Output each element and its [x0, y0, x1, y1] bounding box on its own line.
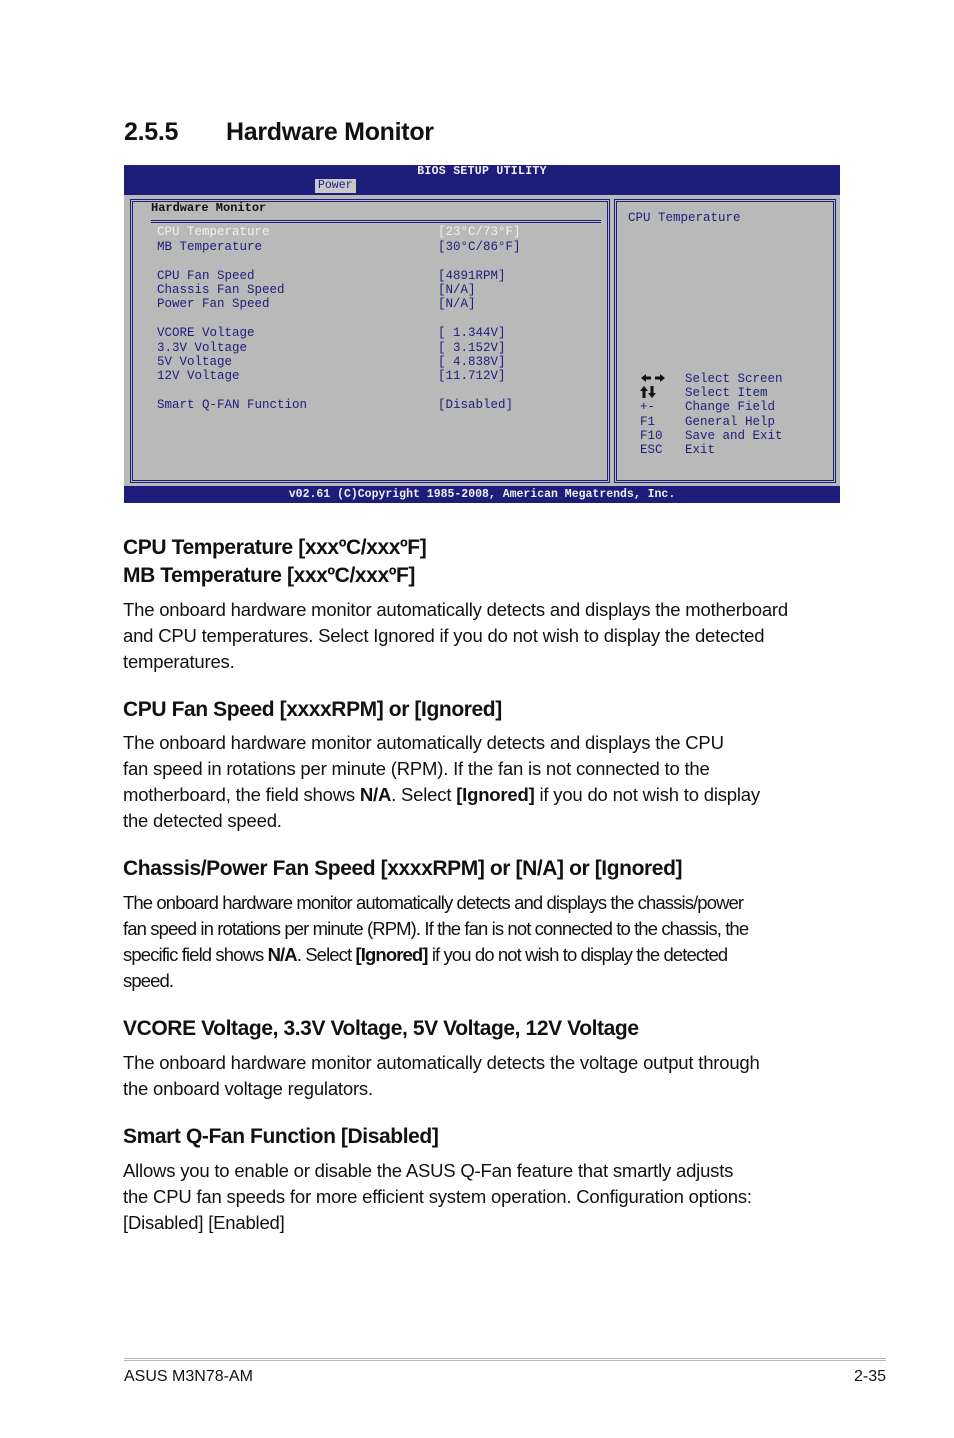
bios-header: [124, 165, 840, 195]
heading-mb-temperature: MB Temperature [xxxºC/xxxºF]: [123, 564, 416, 587]
paragraph-line: fan speed in rotations per minute (RPM). If the fan is not connected to the: [123, 758, 710, 779]
text-run: motherboard, the field shows: [123, 784, 360, 805]
paragraph-line: the detected speed.: [123, 810, 282, 831]
section-number: 2.5.5: [124, 118, 179, 146]
left-right-arrow-icon: [640, 372, 666, 384]
paragraph-line: the CPU fan speeds for more efficient system operation. Configuration options:: [123, 1186, 752, 1207]
paragraph-smart-qfan: [123, 1158, 752, 1236]
heading-chassis-power-fan: Chassis/Power Fan Speed [xxxxRPM] or [N/A] or [Ignored]: [123, 857, 683, 880]
key-desc-select-screen: Select Screen: [685, 372, 783, 386]
bold-text: N/A: [359, 784, 392, 805]
bios-value-12v-voltage: [11.712V]: [438, 369, 506, 383]
bios-screenshot: [124, 165, 840, 503]
paragraph-line: and CPU temperatures. Select Ignored if you do not wish to display the detected: [123, 625, 765, 646]
bios-item-3v3-voltage[interactable]: 3.3V Voltage: [157, 341, 248, 355]
bios-value-mb-temperature: [30°C/86°F]: [438, 240, 521, 254]
paragraph-line: fan speed in rotations per minute (RPM). If the fan is not connected to the chassis, the: [123, 918, 749, 939]
paragraph-line: [123, 782, 760, 808]
key-plus-minus: +-: [640, 400, 656, 414]
heading-cpu-fan-speed: CPU Fan Speed [xxxxRPM] or [Ignored]: [123, 698, 502, 721]
key-f1: F1: [640, 415, 656, 429]
bios-value-5v-voltage: [ 4.838V]: [438, 355, 506, 369]
paragraph-line: speed.: [123, 970, 174, 991]
paragraph-line: [Disabled] [Enabled]: [123, 1212, 285, 1233]
text-run: . Select: [391, 784, 457, 805]
text-run: if you do not wish to display the detected: [427, 944, 728, 965]
bios-item-smart-qfan[interactable]: Smart Q-FAN Function: [157, 398, 308, 412]
up-down-arrow-icon: [640, 386, 666, 398]
heading-voltage: VCORE Voltage, 3.3V Voltage, 5V Voltage, 12V Voltage: [123, 1017, 639, 1040]
heading-cpu-temperature: CPU Temperature [xxxºC/xxxºF]: [123, 536, 427, 559]
paragraph-line: The onboard hardware monitor automatically detects the voltage output through: [123, 1052, 760, 1073]
bios-copyright: v02.61 (C)Copyright 1985-2008, American Megatrends, Inc.: [124, 486, 840, 503]
text-run: if you do not wish to display: [534, 784, 760, 805]
key-desc-save-exit: Save and Exit: [685, 429, 783, 443]
paragraph-cpu-fan-speed: [123, 730, 760, 834]
paragraph-line: The onboard hardware monitor automatically detects and displays the CPU: [123, 732, 724, 753]
section-title: [124, 118, 434, 147]
bios-item-5v-voltage[interactable]: 5V Voltage: [157, 355, 233, 369]
bios-item-12v-voltage[interactable]: 12V Voltage: [157, 369, 240, 383]
bios-value-smart-qfan: [Disabled]: [438, 398, 514, 412]
bios-title: BIOS SETUP UTILITY: [417, 165, 547, 178]
tab-power[interactable]: Power: [315, 179, 356, 193]
text-run: . Select: [296, 944, 356, 965]
paragraph-chassis-power-fan: [123, 890, 748, 994]
bold-text: [Ignored]: [355, 944, 428, 965]
bios-value-cpu-fan-speed: [4891RPM]: [438, 269, 506, 283]
bios-value-vcore-voltage: [ 1.344V]: [438, 326, 506, 340]
bios-item-mb-temperature[interactable]: MB Temperature: [157, 240, 263, 254]
key-esc: ESC: [640, 443, 663, 457]
key-desc-select-item: Select Item: [685, 386, 768, 400]
heading-smart-qfan: Smart Q-Fan Function [Disabled]: [123, 1125, 439, 1148]
paragraph-line: Allows you to enable or disable the ASUS Q-Fan feature that smartly adjusts: [123, 1160, 734, 1181]
key-desc-general-help: General Help: [685, 415, 776, 429]
bios-item-cpu-temperature[interactable]: CPU Temperature: [157, 225, 270, 239]
paragraph-line: The onboard hardware monitor automatically detects and displays the chassis/power: [123, 892, 744, 913]
bold-text: N/A: [267, 944, 297, 965]
paragraph-voltage: [123, 1050, 760, 1102]
bios-item-cpu-fan-speed[interactable]: CPU Fan Speed: [157, 269, 255, 283]
bios-value-power-fan-speed: [N/A]: [438, 297, 476, 311]
paragraph-line: the onboard voltage regulators.: [123, 1078, 373, 1099]
page-number: 2-35: [853, 1368, 886, 1385]
text-run: specific field shows: [123, 944, 268, 965]
paragraph-temperature: [123, 597, 788, 675]
key-desc-change-field: Change Field: [685, 400, 776, 414]
bios-item-vcore-voltage[interactable]: VCORE Voltage: [157, 326, 255, 340]
paragraph-line: temperatures.: [123, 651, 235, 672]
bios-value-3v3-voltage: [ 3.152V]: [438, 341, 506, 355]
paragraph-line: [123, 942, 748, 968]
key-desc-exit: Exit: [685, 443, 716, 457]
section-heading: Hardware Monitor: [226, 118, 434, 146]
paragraph-line: The onboard hardware monitor automatically detects and displays the motherboard: [123, 599, 788, 620]
bios-item-chassis-fan-speed[interactable]: Chassis Fan Speed: [157, 283, 285, 297]
bios-item-power-fan-speed[interactable]: Power Fan Speed: [157, 297, 270, 311]
panel-title: Hardware Monitor: [151, 201, 267, 215]
key-f10: F10: [640, 429, 663, 443]
bios-help-text: CPU Temperature: [628, 211, 741, 225]
panel-divider: [151, 220, 601, 223]
footer-model: ASUS M3N78-AM: [124, 1368, 253, 1385]
bios-value-chassis-fan-speed: [N/A]: [438, 283, 476, 297]
footer-divider: [124, 1358, 886, 1361]
bold-text: [Ignored]: [456, 784, 535, 805]
bios-value-cpu-temperature: [23°C/73°F]: [438, 225, 521, 239]
